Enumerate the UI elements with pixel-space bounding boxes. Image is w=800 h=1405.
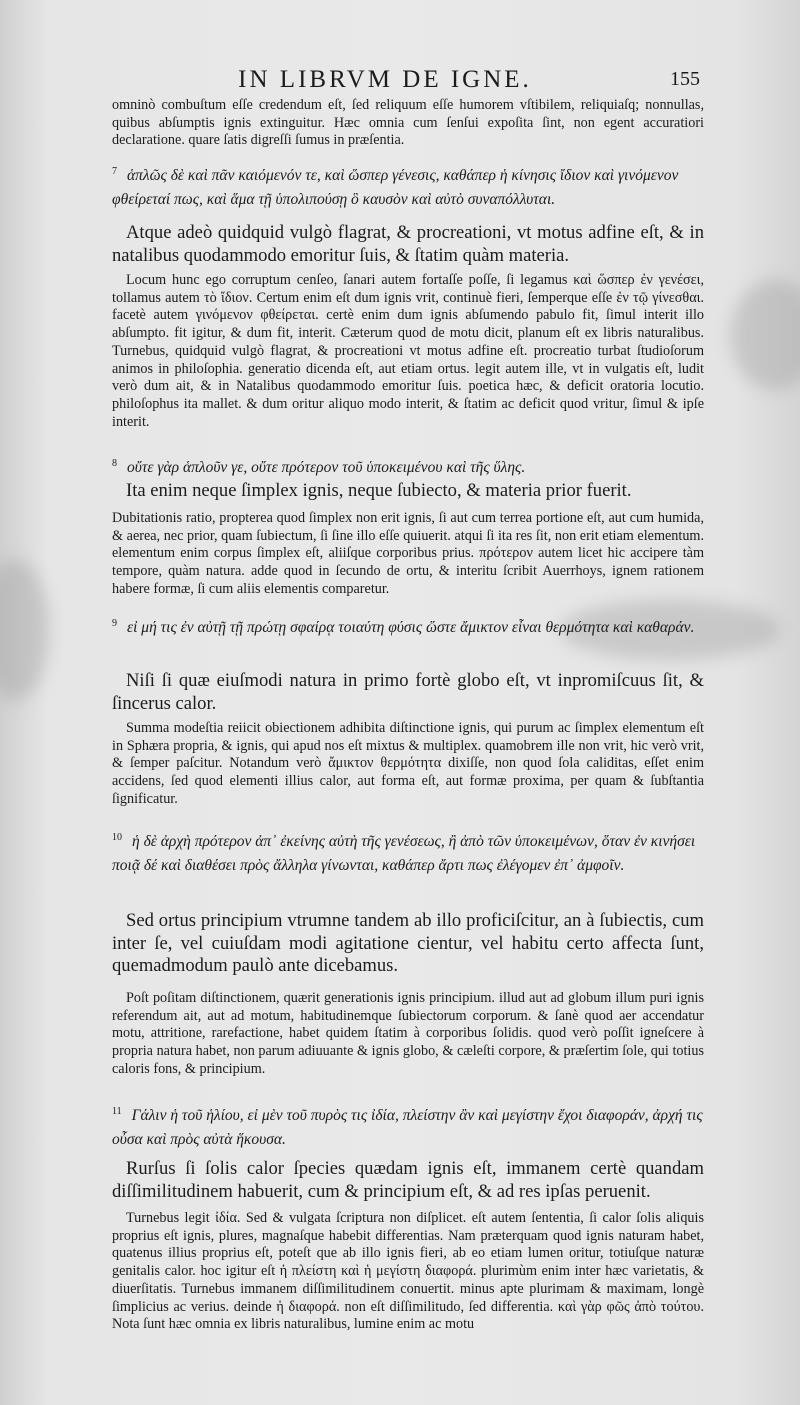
text-block xyxy=(112,510,704,599)
commentary-paragraph: omninò combuſtum eſſe credendum eſt, ſed reliquum eſſe humorem vſtibilem, reliquiaſq; nonnullas, quibus abſumptis ignis extinguitur. Hæc omnia cum ſenſui expoſita ſint, non egent accuratiori declaratione. quare ſatis digreſſi ſumus in præſentia. xyxy=(112,97,704,149)
translation-block xyxy=(112,222,704,267)
greek-passage xyxy=(112,826,704,878)
latin-translation: Atque adeò quidquid vulgò flagrat, & procreationi, vt motus adfine eſt, & in natalibus quodammodo emoritur ſuis, & ſtatim quàm materia. xyxy=(112,222,704,266)
latin-translation: Niſi ſi quæ eiuſmodi natura in primo fortè globo eſt, vt inpromiſcuus ſit, & ſincerus calor. xyxy=(112,670,704,714)
greek-text: οὔτε γὰρ ἁπλοῦν γε, οὔτε πρότερον τοῦ ὑποκειμένου καὶ τῆς ὕλης. xyxy=(127,459,526,477)
translation-block xyxy=(112,670,704,715)
running-title: IN LIBRVM DE IGNE. xyxy=(238,66,532,93)
passage-number: 7 xyxy=(112,166,117,177)
text-block xyxy=(112,990,704,1079)
latin-translation: Ita enim neque ſimplex ignis, neque ſubiecto, & materia prior fuerit. xyxy=(126,480,632,501)
commentary-paragraph: Summa modeſtia reiicit obiectionem adhibita diſtinctione ignis, qui purum ac ſimplex elementum eſt in Sphæra propria, & ignis, qui apud nos eſt mixtus & multiplex. quamobrem ille non vrit, hic verò vrit, & ſemper paſcitur. Notandum verò ἄμικτον θερμότητα dixiſſe, non quod ſola caliditas, eſſet enim accidens, ſed quod elementi illius calor, aut forma eſt, aut formæ proxima, per quam & ſubſtantia ſignificatur. xyxy=(112,720,704,807)
page-number: 155 xyxy=(670,68,700,90)
greek-passage xyxy=(112,452,704,480)
translation-block xyxy=(112,480,704,503)
passage-number: 9 xyxy=(112,618,117,629)
passage-number: 11 xyxy=(112,1106,122,1117)
greek-text: ἁπλῶς δὲ καὶ πᾶν καιόμενόν τε, καὶ ὥσπερ γένεσις, καθάπερ ἡ κίνησις ἴδιον καὶ γινόμενον φθείρεταί πως, καὶ ἅμα τῇ ὑπολιπούσῃ ὃ καυσὸν καὶ αὐτὸ συναπόλλυται. xyxy=(112,167,679,209)
latin-translation: Rurſus ſi ſolis calor ſpecies quædam ignis eſt, immanem certè quandam diſſimilitudinem habuerit, cum & principium eſt, & ad res ipſas peruenit. xyxy=(112,1158,704,1202)
greek-passage xyxy=(112,1100,704,1152)
commentary-paragraph: Dubitationis ratio, propterea quod ſimplex non erit ignis, ſi aut cum terrea portione eſt, aut cum humida, & aerea, nec prior, quam ſubiectum, ſi ſine illo eſſe quiuerit. atqui ſi ita res ſit, non erit etiam elementum. elementum enim corpus ſimplex eſt, aliiſque corporibus prius. πρότερον autem licet hic accipere tàm tempore, quàm natura. adde quod in ſecundo de ortu, & interitu ſcribit Auerrhoys, ignem rationem habere formæ, ſi cum aliis elementis comparetur. xyxy=(112,510,704,597)
text-block xyxy=(112,720,704,809)
latin-translation: Sed ortus principium vtrumne tandem ab illo proficiſcitur, an à ſubiectis, cum inter ſe, vel cuiuſdam modi agitatione cientur, vel habitu certo affecta ſunt, quemadmodum paulò ante dicebamus. xyxy=(112,910,704,976)
water-stain-left xyxy=(0,560,50,700)
commentary-paragraph: Turnebus legit ἰδία. Sed & vulgata ſcriptura non diſplicet. eſt autem ſententia, ſi calor ſolis aliquis proprius eſt ignis, plures, magnaſque habebit differentias. Nam præterquam quod ignis naturam habet, quatenus illius proprius eſt, poteſt que ab illo ignis fieri, ab eo etiam lumen oritur, totiuſque naturæ genitalis calor. hoc igitur eſt ἡ πλείστη καὶ ἡ μεγίστη διαφορά. plurimùm enim inter hæc varietatis, & diuerſitatis. Turnebus immanem diſſimilitudinem conuertit. minus apte plurimam & maximam, longè ſimplicius ac verius. deinde ἡ διαφορά. non eſt diſſimilitudo, ſed differentia. καὶ γὰρ φῶς ἀπὸ τούτου. Nota ſunt hæc omnia ex libris naturalibus, lumine enim ac motu xyxy=(112,1210,704,1333)
greek-text: Γάλιν ἡ τοῦ ἡλίου, εἰ μὲν τοῦ πυρὸς τις ἰδία, πλείστην ἂν καὶ μεγίστην ἔχοι διαφοράν, ἀρχή τις οὖσα καὶ πρὸς αὐτὰ ἥκουσα. xyxy=(112,1107,703,1149)
passage-number: 8 xyxy=(112,458,117,469)
text-block xyxy=(112,97,704,150)
water-stain-right xyxy=(730,280,800,390)
greek-passage xyxy=(112,160,704,212)
passage-number: 10 xyxy=(112,832,122,843)
commentary-paragraph: Poſt poſitam diſtinctionem, quærit generationis ignis principium. illud aut ad globum illum puri ignis referendum ait, aut ad motum, habitudinemque ſubiectorum corporum. & ſanè quod aer accendatur motu, attritione, rarefactione, habet quidem ſtatim à corporibus ſolidis. quod verò poſſit igneſcere à propria natura habet, non parum adiuuante & ignis globo, & cæleſti corpore, & præſertim ſole, qui totius caloris fons, & principium. xyxy=(112,990,704,1077)
text-block xyxy=(112,1210,704,1334)
commentary-paragraph: Locum hunc ego corruptum cenſeo, ſanari autem fortaſſe poſſe, ſi legamus καὶ ὥσπερ ἐν γενέσει, tollamus autem τὸ ἴδιον. Certum enim eſt dum ignis vrit, continuè fieri, ſemperque eſſe ἐν τῷ γίνεσθαι. facetè autem γινόμενον φθείρεται. certè enim dum ignis abſumendo pabulo fit, ſimul interit illo abſumpto. fit igitur, & dum fit, interit. Cæterum quod de motu dicit, planum eſt ex libris naturalibus. Turnebus, quidquid vulgò flagrat, & procreationi vt motus adfine eſt. procreatio turbat ſtudioſorum animos in philoſophia. generatio dicenda eſt, aut etiam ortus. legit autem ille, vt in vulgatis eſt, ludit verò dum ait, & in Natalibus quodammodo emoritur ſuis. poetica hæc, & deficit oratoria locutio. philoſophus ita mallet. & dum oritur aliquo modo interit, & ſtatim ac deficit quod vritur, ſimul & ipſe interit. xyxy=(112,272,704,430)
greek-text: εἰ μή τις ἐν αὐτῇ τῇ πρώτῃ σφαίρᾳ τοιαύτη φύσις ὥστε ἄμικτον εἶναι θερμότητα καὶ καθαράν. xyxy=(127,619,695,637)
translation-block xyxy=(112,1158,704,1203)
greek-text: ἡ δὲ ἀρχὴ πρότερον ἀπ᾽ ἐκείνης αὐτὴ τῆς γενέσεως, ἢ ἀπὸ τῶν ὑποκειμένων, ὅταν ἐν κινήσει ποιᾷ δέ καὶ διαθέσει πρὸς ἄλληλα γίνωνται, καθάπερ ἄρτι πως ἐλέγομεν ἐπ᾽ ἀμφοῖν. xyxy=(112,833,696,875)
text-block xyxy=(112,272,704,431)
translation-block xyxy=(112,910,704,978)
greek-passage xyxy=(112,612,704,640)
